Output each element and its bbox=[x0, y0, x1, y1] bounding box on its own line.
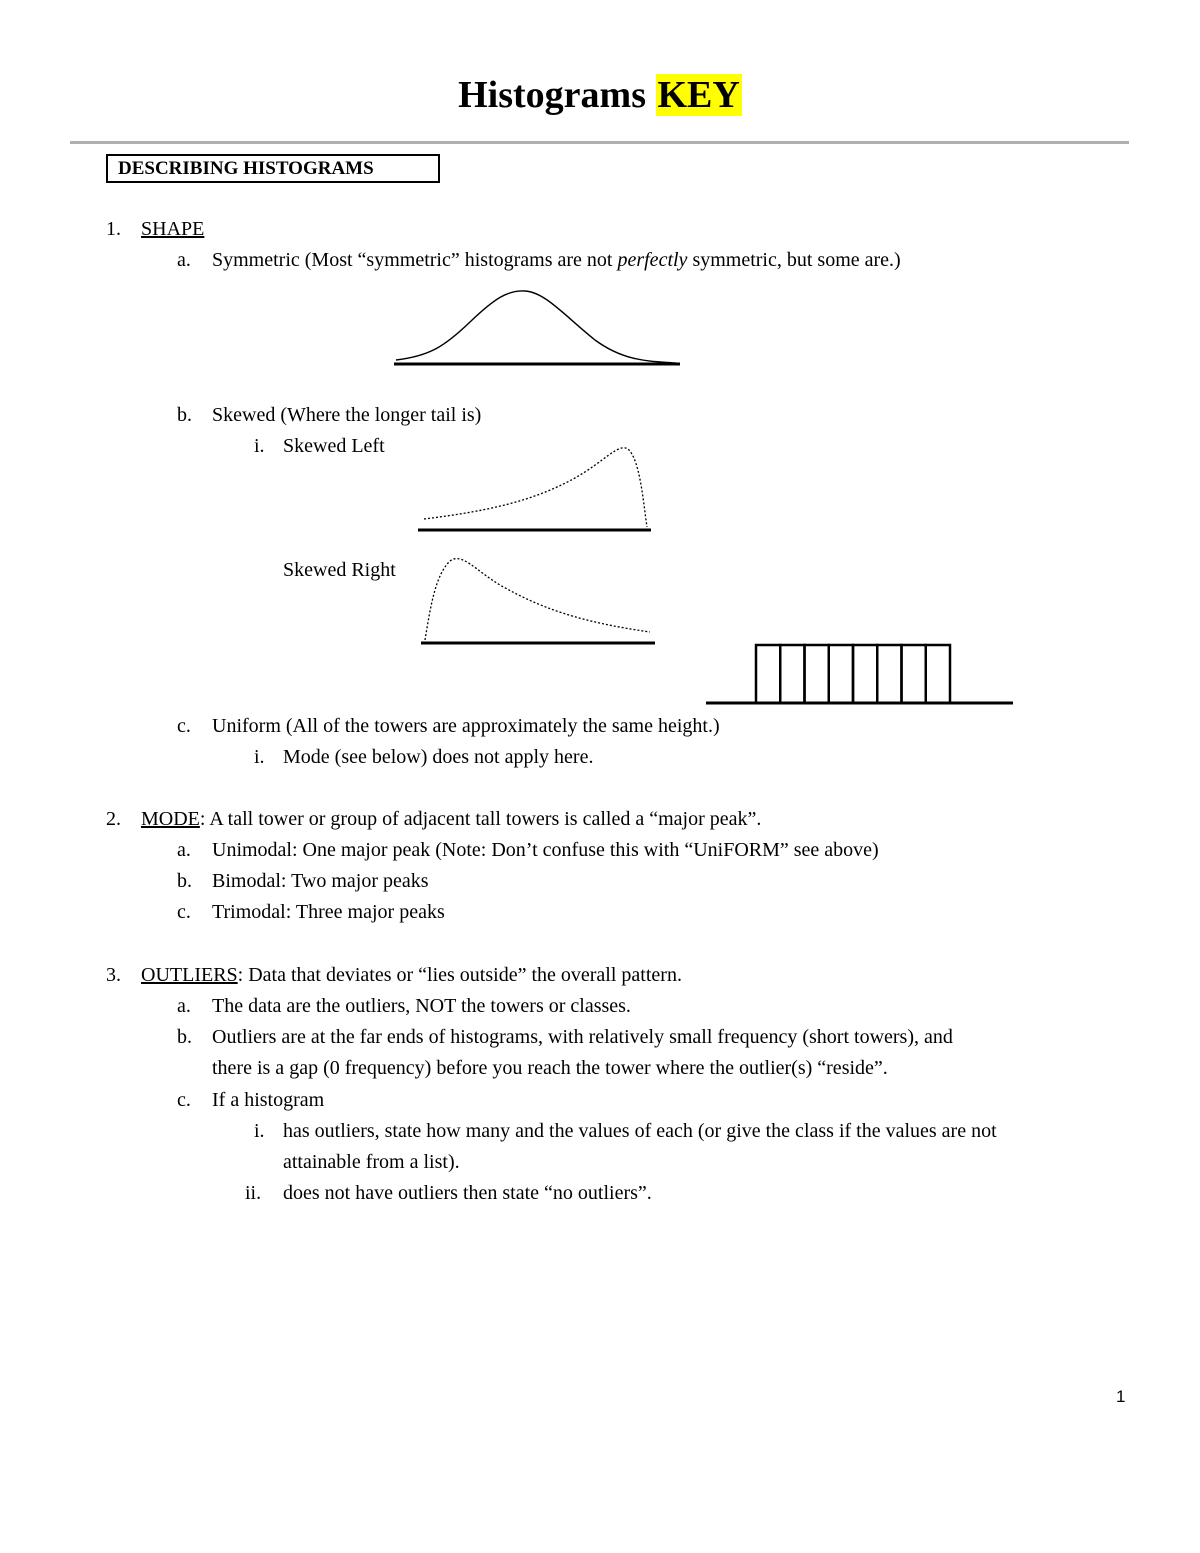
skewed-right-figure bbox=[421, 559, 655, 643]
item-number-3: 3. bbox=[106, 964, 121, 986]
page-number: 1 bbox=[1116, 1387, 1126, 1406]
marker-mode-b: b. bbox=[177, 870, 192, 892]
uniform-histogram-figure bbox=[706, 645, 1013, 703]
outliers-b-line2: there is a gap (0 frequency) before you reach the tower where the outlier(s) “reside”. bbox=[212, 1057, 888, 1079]
symmetric-curve bbox=[396, 291, 676, 363]
marker-mode-a: a. bbox=[177, 839, 191, 861]
uniform-tower bbox=[902, 645, 926, 703]
shape-a-post: symmetric, but some are.) bbox=[687, 249, 901, 271]
outliers-label: OUTLIERS bbox=[141, 964, 238, 986]
symmetric-curve-figure bbox=[394, 291, 680, 364]
shape-c-i-text: Mode (see below) does not apply here. bbox=[283, 746, 594, 768]
marker-shape-b-i: i. bbox=[254, 435, 265, 457]
item-number-1: 1. bbox=[106, 218, 121, 240]
uniform-tower bbox=[829, 645, 853, 703]
uniform-tower bbox=[780, 645, 804, 703]
shape-a-italic: perfectly bbox=[617, 249, 688, 271]
shape-label: SHAPE bbox=[141, 218, 205, 240]
marker-outliers-c-i: i. bbox=[254, 1120, 265, 1142]
shape-b-text: Skewed (Where the longer tail is) bbox=[212, 404, 482, 426]
skewed-right-label: Skewed Right bbox=[283, 559, 396, 581]
uniform-tower bbox=[756, 645, 780, 703]
shape-a-pre: Symmetric (Most “symmetric” histograms are not bbox=[212, 249, 618, 271]
mode-b-text: Bimodal: Two major peaks bbox=[212, 870, 429, 892]
item-number-2: 2. bbox=[106, 808, 121, 830]
outliers-a-text: The data are the outliers, NOT the towers or classes. bbox=[212, 995, 631, 1017]
outliers-definition: : Data that deviates or “lies outside” the overall pattern. bbox=[237, 964, 682, 986]
skewed-left-curve bbox=[424, 448, 647, 527]
uniform-tower bbox=[926, 645, 950, 703]
marker-outliers-c-ii: ii. bbox=[245, 1182, 262, 1204]
title-text: Histograms bbox=[458, 74, 646, 116]
uniform-tower bbox=[877, 645, 901, 703]
uniform-tower bbox=[853, 645, 877, 703]
mode-definition: : A tall tower or group of adjacent tall towers is called a “major peak”. bbox=[199, 808, 762, 830]
marker-mode-c: c. bbox=[177, 901, 191, 923]
outliers-c-text: If a histogram bbox=[212, 1089, 325, 1111]
outliers-c-i-line2: attainable from a list). bbox=[283, 1151, 460, 1173]
marker-outliers-b: b. bbox=[177, 1026, 192, 1048]
section-heading: DESCRIBING HISTOGRAMS bbox=[106, 154, 440, 183]
outliers-c-i-line1: has outliers, state how many and the values of each (or give the class if the values are not bbox=[283, 1120, 997, 1142]
marker-outliers-c: c. bbox=[177, 1089, 191, 1111]
marker-outliers-a: a. bbox=[177, 995, 191, 1017]
outliers-b-line1: Outliers are at the far ends of histograms, with relatively small frequency (short towers), and bbox=[212, 1026, 953, 1048]
marker-shape-b: b. bbox=[177, 404, 192, 426]
shape-c-text: Uniform (All of the towers are approximately the same height.) bbox=[212, 715, 720, 737]
mode-a-text: Unimodal: One major peak (Note: Don’t confuse this with “UniFORM” see above) bbox=[212, 839, 879, 861]
marker-shape-a: a. bbox=[177, 249, 191, 271]
title-highlight: KEY bbox=[657, 74, 740, 116]
skewed-left-label: Skewed Left bbox=[283, 435, 385, 457]
mode-c-text: Trimodal: Three major peaks bbox=[212, 901, 445, 923]
skewed-right-curve bbox=[425, 559, 650, 640]
marker-shape-c-i: i. bbox=[254, 746, 265, 768]
marker-shape-c: c. bbox=[177, 715, 191, 737]
skewed-left-figure bbox=[418, 448, 651, 530]
mode-label: MODE bbox=[141, 808, 200, 830]
outliers-c-ii-text: does not have outliers then state “no outliers”. bbox=[283, 1182, 652, 1204]
uniform-tower bbox=[805, 645, 829, 703]
